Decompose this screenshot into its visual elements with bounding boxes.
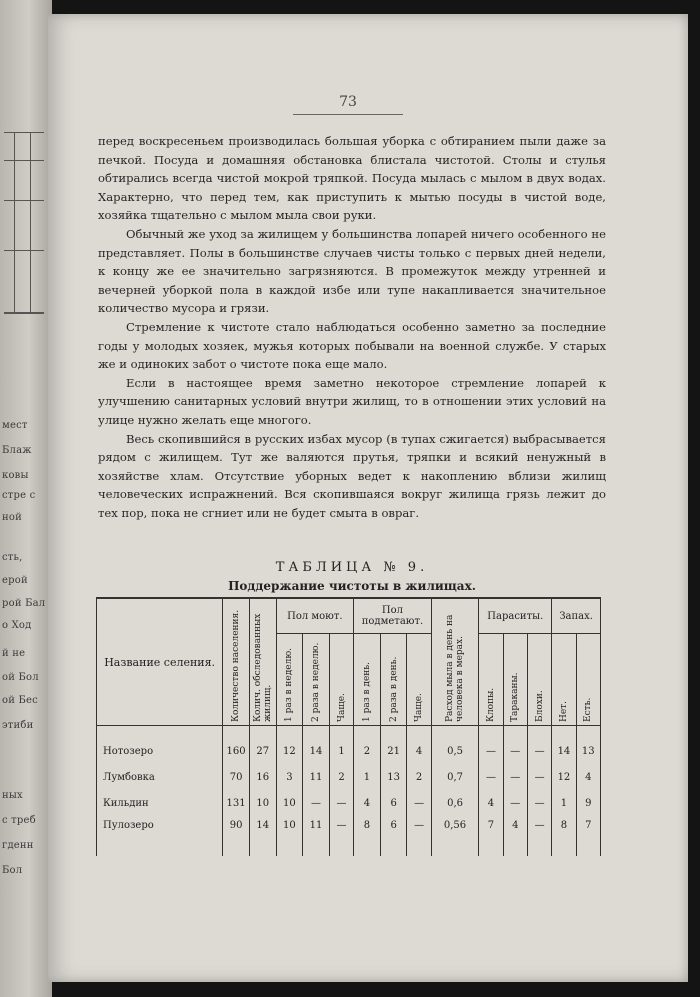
cell: 7 xyxy=(576,816,600,856)
table-subtitle: Поддержание чистоты в жилищах. xyxy=(228,579,476,593)
header-rule xyxy=(293,114,403,115)
left-text-fragment: рой Бал xyxy=(2,598,46,609)
cell: 2 xyxy=(354,726,381,765)
cell: 13 xyxy=(380,764,407,790)
subheader-wash-2: 2 раза в неделю. xyxy=(303,634,330,726)
cell: — xyxy=(479,764,503,790)
cell: — xyxy=(503,764,527,790)
cell: 4 xyxy=(479,790,503,816)
page-number: 73 xyxy=(339,94,357,110)
cell: 12 xyxy=(276,726,303,765)
cell: — xyxy=(503,726,527,765)
cell: 9 xyxy=(576,790,600,816)
paragraph: Обычный же уход за жилищем у большинства лопарей ничего особенного не представляет. Полы в большинстве случаев чисты только с первых дней недели, к концу же ее значительно загрязняются. В промежуток между утренней и вечерней уборкой пола в каждой избе или тупе накапливается значительное количество мусора и грязи. xyxy=(98,226,606,316)
column-header-name: Название селения. xyxy=(97,598,223,726)
cell: — xyxy=(303,790,330,816)
cell: 2 xyxy=(329,764,353,790)
cell: 4 xyxy=(503,816,527,856)
cleanliness-table xyxy=(96,597,601,856)
cell: 11 xyxy=(303,764,330,790)
subheader-sweep-3: Чаще. xyxy=(407,634,431,726)
cell: 7 xyxy=(479,816,503,856)
cell: 70 xyxy=(223,764,250,790)
table-row xyxy=(97,764,601,790)
cell: 16 xyxy=(249,764,276,790)
left-text-fragment: гденн xyxy=(2,840,34,851)
column-header-soap: Расход мыла в день на человека в мерах. xyxy=(431,598,479,726)
left-text-fragment: этиби xyxy=(2,720,34,731)
book-page xyxy=(48,14,688,982)
cell: 12 xyxy=(552,764,576,790)
cell: — xyxy=(503,790,527,816)
column-header-dwellings: Колич. обследованных жилищ. xyxy=(249,598,276,726)
left-text-fragment: ой Бол xyxy=(2,672,39,683)
group-header-floor-sweep: Пол подметают. xyxy=(354,598,432,634)
body-text xyxy=(98,132,606,522)
left-text-fragment: стре с xyxy=(2,490,36,501)
cell: — xyxy=(527,764,551,790)
paragraph: Стремление к чистоте стало наблюдаться особенно заметно за последние годы у молодых хозяек, мужья которых побывали на военной службе. У старых же и одиноких забот о чистоте пока еще мало. xyxy=(98,319,606,372)
left-page-edge xyxy=(0,0,52,997)
cell: 1 xyxy=(354,764,381,790)
cell: 1 xyxy=(329,726,353,765)
cell: 14 xyxy=(552,726,576,765)
table-title: ТАБЛИЦА № 9. xyxy=(275,560,429,575)
left-text-fragment: с треб xyxy=(2,815,36,826)
subheader-smell-no: Нет. xyxy=(552,634,576,726)
cell: 8 xyxy=(354,816,381,856)
subheader-parasite-1: Клопы. xyxy=(479,634,503,726)
cell: — xyxy=(329,816,353,856)
subheader-wash-1: 1 раз в неделю. xyxy=(276,634,303,726)
cell: 14 xyxy=(303,726,330,765)
cell: 160 xyxy=(223,726,250,765)
paragraph: Если в настоящее время заметно некоторое стремление лопарей к улучшению санитарных условий внутри жилищ, то в отношении этих условий на улице нужно желать еще многого. xyxy=(98,375,606,427)
left-text-fragment: мест xyxy=(2,420,28,431)
cell: 3 xyxy=(276,764,303,790)
left-text-fragment: ковы xyxy=(2,470,29,481)
cell: 11 xyxy=(303,816,330,856)
cell: 6 xyxy=(380,816,407,856)
cell: — xyxy=(329,790,353,816)
cell: 4 xyxy=(576,764,600,790)
left-text-fragment: ных xyxy=(2,790,23,801)
cell: 0,7 xyxy=(431,764,479,790)
cell: 4 xyxy=(354,790,381,816)
subheader-wash-3: Чаще. xyxy=(329,634,353,726)
cell: — xyxy=(527,790,551,816)
group-header-floor-wash: Пол моют. xyxy=(276,598,354,634)
group-header-smell: Запах. xyxy=(552,598,601,634)
left-text-fragment: ой Бес xyxy=(2,695,38,706)
cell: — xyxy=(527,816,551,856)
cell: 2 xyxy=(407,764,431,790)
table-row xyxy=(97,816,601,856)
row-name: Кильдин xyxy=(97,790,223,816)
cell: — xyxy=(527,726,551,765)
cell: 90 xyxy=(223,816,250,856)
cell: 0,56 xyxy=(431,816,479,856)
cell: 4 xyxy=(407,726,431,765)
paragraph: Весь скопившийся в русских избах мусор (в тупах сжигается) выбрасывается рядом с жилищем. Тут же валяются прутья, тряпки и всякий ненужный в хозяйстве хлам. Отсутствие уборных ведет к накоплению вблизи жилищ человеческих испражнений. Вся скопившаяся вокруг жилища грязь лежит до тех пор, пока не сгниет или не будет смыта в овраг. xyxy=(98,431,606,520)
cell: — xyxy=(479,726,503,765)
left-text-fragment: ной xyxy=(2,512,22,523)
left-text-fragment: о Ход xyxy=(2,620,32,631)
row-name: Нотозеро xyxy=(97,726,223,765)
cell: — xyxy=(407,790,431,816)
left-text-fragment: сть, xyxy=(2,552,23,563)
group-header-parasites: Параситы. xyxy=(479,598,552,634)
subheader-sweep-1: 1 раз в день. xyxy=(354,634,381,726)
cell: 14 xyxy=(249,816,276,856)
left-text-fragment: Бол xyxy=(2,865,23,876)
left-text-fragment: Блаж xyxy=(2,445,32,456)
cell: 131 xyxy=(223,790,250,816)
subheader-parasite-2: Тараканы. xyxy=(503,634,527,726)
cell: 8 xyxy=(552,816,576,856)
row-name: Пулозеро xyxy=(97,816,223,856)
cell: 10 xyxy=(276,816,303,856)
cell: 13 xyxy=(576,726,600,765)
row-name: Лумбовка xyxy=(97,764,223,790)
cell: 27 xyxy=(249,726,276,765)
cell: 0,6 xyxy=(431,790,479,816)
cell: 6 xyxy=(380,790,407,816)
cell: 1 xyxy=(552,790,576,816)
column-header-population: Количество населения. xyxy=(223,598,250,726)
left-text-fragment: ерой xyxy=(2,575,28,586)
table-row xyxy=(97,726,601,765)
subheader-sweep-2: 2 раза в день. xyxy=(380,634,407,726)
cell: — xyxy=(407,816,431,856)
subheader-smell-yes: Есть. xyxy=(576,634,600,726)
cell: 10 xyxy=(249,790,276,816)
table-row xyxy=(97,790,601,816)
left-text-fragment: й не xyxy=(2,648,26,659)
cell: 10 xyxy=(276,790,303,816)
cell: 0,5 xyxy=(431,726,479,765)
subheader-parasite-3: Блохи. xyxy=(527,634,551,726)
cell: 21 xyxy=(380,726,407,765)
paragraph: перед воскресеньем производилась большая уборка с обтиранием пыли даже за печкой. Посуда и домашняя обстановка блистала чистотой. Столы и стулья обтирались всегда чистой мокрой тряпкой. Посуда мылась с мылом в двух водах. Характерно, что перед тем, как приступить к мытью посуды в чистой воде, хозяйка тщательно с мылом мыла свои руки. xyxy=(98,134,606,223)
